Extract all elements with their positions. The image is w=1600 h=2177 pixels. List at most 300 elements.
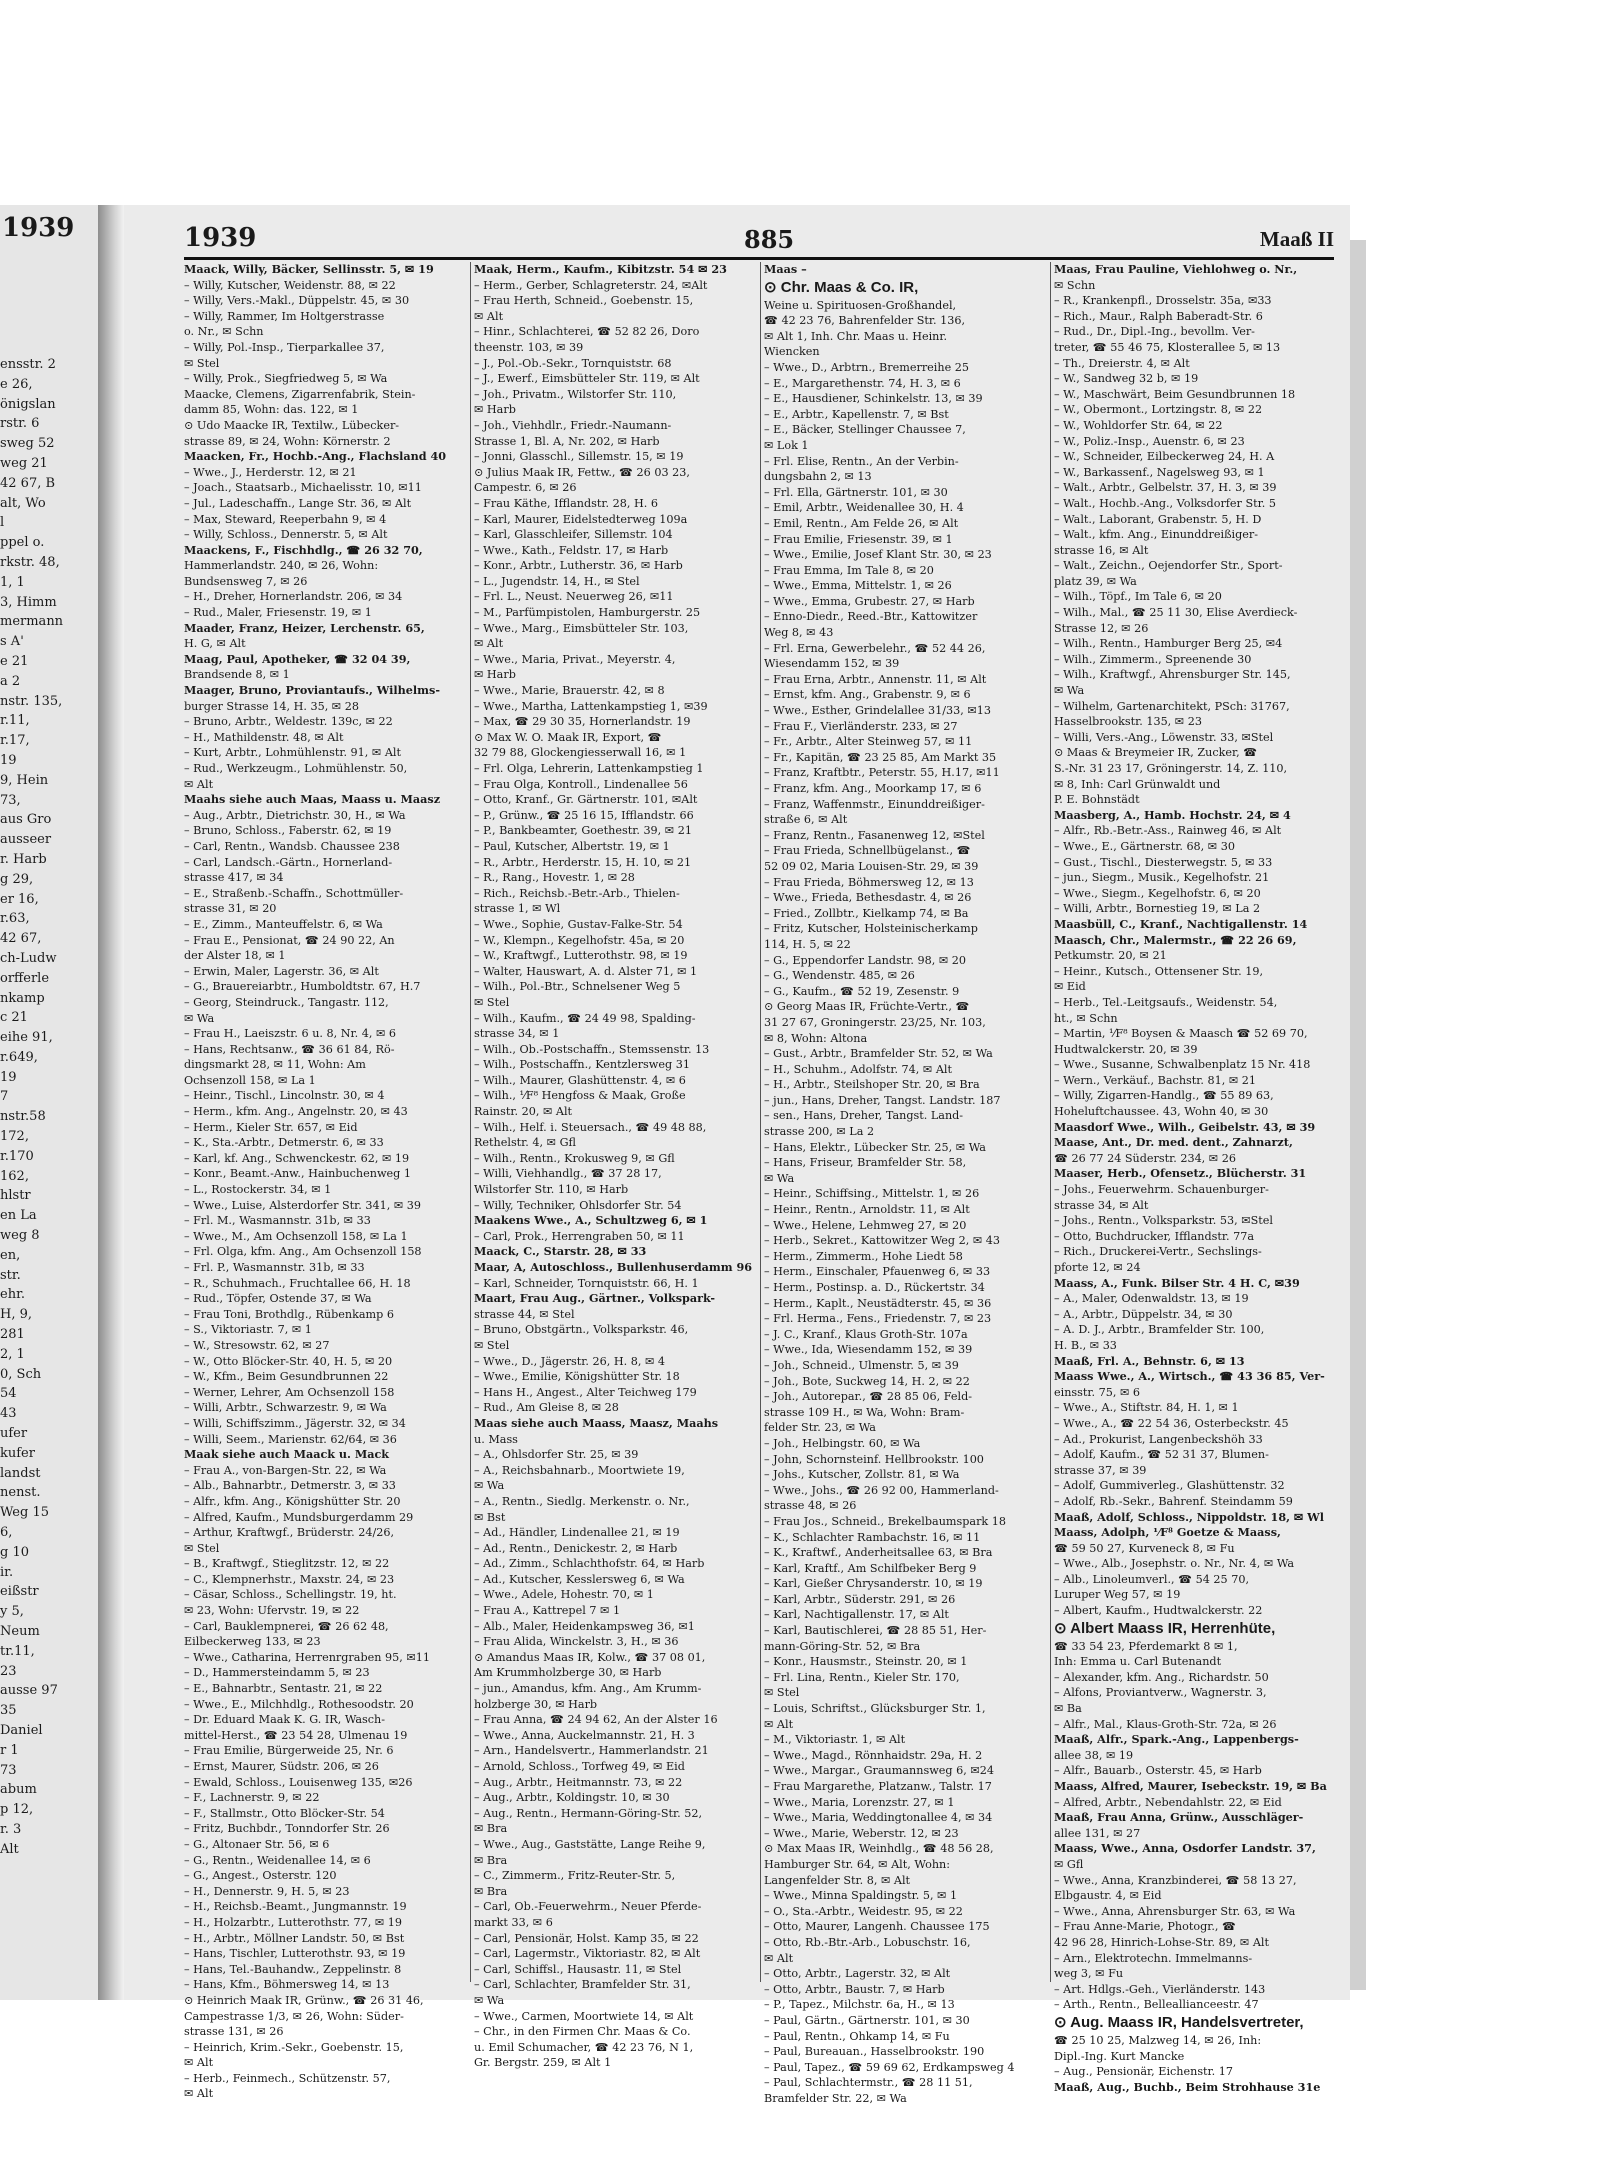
directory-entry: – Wwe., Marie, Weberstr. 12, ✉ 23	[764, 1826, 959, 1840]
previous-page-line: er 16,	[0, 891, 39, 907]
directory-entry: Maacken, Fr., Hochb.-Ang., Flachsland 40	[184, 449, 447, 464]
directory-entry: – Paul, Schlachtermstr., ☎ 28 11 51,	[764, 2076, 973, 2090]
directory-entry: ✉ Wa	[184, 1011, 215, 1025]
directory-entry: – H., Dreher, Hornerlandstr. 206, ✉ 34	[184, 590, 403, 604]
directory-entry: – K., Schlachter Rambachstr. 16, ✉ 11	[764, 1530, 981, 1544]
directory-entry: – Hans H., Angest., Alter Teichweg 179	[474, 1385, 697, 1399]
previous-page-line: 3, Himm	[0, 594, 57, 610]
previous-page-line: rkstr. 48,	[0, 554, 60, 570]
directory-entry: – Bruno, Arbtr., Weldestr. 139c, ✉ 22	[184, 715, 393, 729]
directory-entry: – A. D. J., Arbtr., Bramfelder Str. 100,	[1054, 1323, 1265, 1337]
directory-entry: – Karl, Nachtigallenstr. 17, ✉ Alt	[764, 1608, 949, 1622]
directory-entry: – Aug., Arbtr., Heitmannstr. 73, ✉ 22	[474, 1775, 683, 1789]
directory-entry: – Wilh., Rentn., Hamburger Berg 25, ✉4	[1054, 637, 1283, 651]
directory-entry: – Alfr., Mal., Klaus-Groth-Str. 72a, ✉ 26	[1054, 1717, 1277, 1731]
directory-entry: u. Emil Schumacher, ☎ 42 23 76, N 1,	[474, 2040, 694, 2054]
directory-entry: – Johs., Rentn., Volksparkstr. 53, ✉Stel	[1054, 1214, 1273, 1228]
directory-entry: – Carl, Prok., Herrengraben 50, ✉ 11	[474, 1229, 685, 1243]
previous-page-line: sweg 52	[0, 436, 55, 452]
directory-entry: Maack, C., Starstr. 28, ✉ 33	[474, 1244, 647, 1259]
previous-page-line: rstr. 6	[0, 416, 40, 432]
directory-entry: – Alexander, kfm. Ang., Richardstr. 50	[1054, 1670, 1269, 1684]
directory-entry: – J., Ewerf., Eimsbütteler Str. 119, ✉ Alt	[474, 372, 700, 386]
directory-entry: – Alfr., Bauarb., Osterstr. 45, ✉ Harb	[1054, 1764, 1262, 1778]
directory-entry: – Wwe., Minna Spaldingstr. 5, ✉ 1	[764, 1889, 958, 1903]
directory-entry: – Wwe., M., Am Ochsenzoll 158, ✉ La 1	[184, 1229, 408, 1243]
directory-entry: – Walter, Hauswart, A. d. Alster 71, ✉ 1	[474, 964, 698, 978]
directory-entry: Maaß, Aug., Buchb., Beim Strohhause 31e	[1054, 2079, 1321, 2094]
directory-entry: Rainstr. 20, ✉ Alt	[474, 1105, 573, 1119]
directory-entry: – Joh., Schneid., Ulmenstr. 5, ✉ 39	[764, 1358, 959, 1372]
previous-page-line: 19	[0, 1069, 17, 1085]
directory-entry: strasse 417, ✉ 34	[184, 871, 284, 885]
directory-entry: – Willi, Vers.-Ang., Löwenstr. 33, ✉Stel	[1054, 730, 1274, 744]
directory-entry: – W., Maschwärt, Beim Gesundbrunnen 18	[1054, 387, 1296, 401]
directory-entry: o. Nr., ✉ Schn	[184, 325, 264, 339]
directory-entry: – Bruno, Obstgärtn., Volksparkstr. 46,	[474, 1323, 689, 1337]
previous-page-line: abum	[0, 1782, 37, 1798]
directory-entry: – Rud., Werkzeugm., Lohmühlenstr. 50,	[184, 762, 408, 775]
directory-entry: – Willy, Vers.-Makl., Düppelstr. 45, ✉ 30	[184, 294, 410, 308]
directory-entry: – Wwe., Kath., Feldstr. 17, ✉ Harb	[474, 543, 669, 557]
directory-entry: pforte 12, ✉ 24	[1054, 1261, 1141, 1274]
directory-entry: – Willy, Schloss., Dennerstr. 5, ✉ Alt	[184, 528, 388, 542]
directory-entry: – Johs., Feuerwehrm. Schauenburger-	[1054, 1183, 1269, 1197]
directory-entry: – Arn., Handelsvertr., Hammerlandstr. 21	[474, 1744, 709, 1758]
directory-entry: – Georg, Steindruck., Tangastr. 112,	[184, 995, 389, 1009]
directory-entry: – Walt., Hochb.-Ang., Volksdorfer Str. 5	[1054, 496, 1276, 510]
directory-entry: – W., Poliz.-Insp., Auenstr. 6, ✉ 23	[1054, 434, 1245, 448]
directory-entry: ✉ Harb	[474, 403, 516, 417]
directory-entry: ✉ Lok 1	[764, 438, 809, 452]
directory-entry: Hoheluftchaussee. 43, Wohn 40, ✉ 30	[1054, 1105, 1269, 1119]
directory-entry: – Frau Frieda, Böhmersweg 12, ✉ 13	[764, 875, 974, 889]
directory-entry: strasse 48, ✉ 26	[764, 1499, 857, 1513]
directory-entry: – Willi, Arbtr., Schwarzestr. 9, ✉ Wa	[184, 1401, 387, 1415]
directory-entry: – A., Reichsbahnarb., Moortwiete 19,	[474, 1463, 685, 1477]
directory-entry: ✉ Bra	[474, 1822, 508, 1836]
directory-entry: – Arn., Elektrotechn. Immelmanns-	[1054, 1951, 1253, 1965]
directory-entry: platz 39, ✉ Wa	[1054, 574, 1137, 588]
directory-entry: – Frl. Lina, Rentn., Kieler Str. 170,	[764, 1670, 960, 1684]
directory-entry: – Wwe., Maria, Privat., Meyerstr. 4,	[474, 652, 676, 666]
previous-page-line: weg 21	[0, 455, 48, 471]
directory-entry: – Willy, Pol.-Insp., Tierparkallee 37,	[184, 340, 385, 354]
column-divider	[760, 262, 761, 1982]
directory-entry: Wiencken	[764, 345, 820, 359]
directory-entry: 32 79 88, Glockengiesserwall 16, ✉ 1	[474, 746, 687, 760]
directory-entry: – Otto, Kranf., Gr. Gärtnerstr. 101, ✉Alt	[474, 793, 698, 807]
previous-page-line: e 26,	[0, 376, 33, 392]
directory-entry: – Frl. Erna, Gewerbelehr., ☎ 52 44 26,	[764, 641, 986, 655]
directory-entry: – Emil, Arbtr., Weidenallee 30, H. 4	[764, 501, 964, 515]
directory-entry: – Carl, Landsch.-Gärtn., Hornerland-	[184, 855, 393, 869]
directory-entry: Maakens Wwe., A., Schultzweg 6, ✉ 1	[474, 1213, 708, 1228]
directory-entry: – Wwe., Emilie, Königshütter Str. 18	[474, 1370, 680, 1384]
directory-entry: Eilbeckerweg 133, ✉ 23	[184, 1635, 321, 1649]
directory-entry: strasse 44, ✉ Stel	[474, 1307, 575, 1321]
directory-entry: – Wwe., Johs., ☎ 26 92 00, Hammerland-	[764, 1483, 999, 1497]
directory-entry: – Wilh., Kraftwgf., Ahrensburger Str. 145,	[1054, 668, 1291, 682]
previous-page-line: aus Gro	[0, 812, 52, 828]
directory-entry: – A., Ohlsdorfer Str. 25, ✉ 39	[474, 1448, 639, 1462]
directory-entry: – Walt., kfm. Ang., Einunddreißiger-	[1054, 528, 1259, 542]
directory-entry: – Walt., Arbtr., Gelbelstr. 37, H. 3, ✉ 39	[1054, 481, 1277, 495]
directory-entry: – Herm., Gerber, Schlagreterstr. 24, ✉Alt	[474, 278, 708, 292]
directory-entry: – Alfr., Rb.-Betr.-Ass., Rainweg 46, ✉ Alt	[1054, 824, 1282, 838]
directory-entry: Maasch, Chr., Malermstr., ☎ 22 26 69,	[1054, 932, 1297, 947]
directory-entry: ✉ Stel	[474, 995, 510, 1009]
previous-page-line: landst	[0, 1465, 41, 1481]
previous-page-line: 42 67, B	[0, 475, 56, 491]
directory-entry: ⊙ Maas & Breymeier IR, Zucker, ☎	[1054, 746, 1258, 760]
directory-entry: Maaß, Frl. A., Behnstr. 6, ✉ 13	[1054, 1353, 1245, 1368]
directory-entry: Luruper Weg 57, ✉ 19	[1054, 1588, 1181, 1602]
directory-entry: – Wilh., Kaufm., ☎ 24 49 98, Spalding-	[474, 1011, 696, 1025]
directory-entry: – Frau Käthe, Ifflandstr. 28, H. 6	[474, 496, 658, 510]
directory-entry: – E., Margarethenstr. 74, H. 3, ✉ 6	[764, 376, 961, 390]
directory-entry: – S., Viktoriastr. 7, ✉ 1	[184, 1323, 312, 1337]
directory-entry: – P., Tapez., Milchstr. 6a, H., ✉ 13	[764, 1998, 955, 2012]
directory-entry: – Wwe., Susanne, Schwalbenplatz 15 Nr. 418	[1054, 1058, 1311, 1072]
directory-entry: – Rud., Am Gleise 8, ✉ 28	[474, 1401, 619, 1415]
directory-entry: – Frau Margarethe, Platzanw., Talstr. 17	[764, 1780, 992, 1793]
directory-entry: – Frau E., Pensionat, ☎ 24 90 22, An	[184, 933, 395, 947]
directory-entry: ✉ Stel	[764, 1686, 800, 1700]
directory-entry: – Wilh., Maurer, Glashüttenstr. 4, ✉ 6	[474, 1073, 686, 1087]
directory-entry: – Cäsar, Schloss., Schellingstr. 19, ht.	[184, 1588, 397, 1602]
previous-page-line: nkamp	[0, 990, 45, 1006]
directory-entry: – Martin, ⅟F⁸ Boysen & Maasch ☎ 52 69 70,	[1054, 1027, 1308, 1041]
directory-entry: ✉ Wa	[764, 1171, 795, 1185]
directory-entry: – Ernst, Maurer, Südstr. 206, ✉ 26	[184, 1760, 379, 1773]
directory-entry: – Wilh., Ob.-Postschaffn., Stemssenstr. 13	[474, 1042, 710, 1056]
directory-entry: – G., Wendenstr. 485, ✉ 26	[764, 969, 915, 983]
directory-entry: – O., Sta.-Arbtr., Weidestr. 95, ✉ 22	[764, 1904, 963, 1918]
directory-entry: – R., Rang., Hovestr. 1, ✉ 28	[474, 871, 635, 885]
directory-entry: Maase, Ant., Dr. med. dent., Zahnarzt,	[1054, 1135, 1293, 1150]
directory-entry: ⊙ Max W. O. Maak IR, Export, ☎	[474, 730, 662, 744]
directory-entry: Hudtwalckerstr. 20, ✉ 39	[1054, 1042, 1198, 1056]
previous-page-line: H, 9,	[0, 1307, 33, 1323]
directory-entry: ✉ Schn	[1054, 278, 1096, 292]
directory-entry: – Frau Frieda, Schnellbügelanst., ☎	[764, 844, 971, 858]
directory-entry: – Willy, Rammer, Im Holtgerstrasse	[184, 309, 385, 323]
directory-entry: ☎ 26 77 24 Süderstr. 234, ✉ 26	[1054, 1151, 1236, 1165]
directory-entry: Maackens, F., Fischhdlg., ☎ 26 32 70,	[184, 542, 423, 557]
directory-entry: – Willi, Arbtr., Bornestieg 19, ✉ La 2	[1054, 902, 1261, 916]
previous-page-line: ir.	[0, 1564, 14, 1580]
directory-entry: – H., Holzarbtr., Lutterothstr. 77, ✉ 19	[184, 1915, 403, 1929]
directory-entry: Strasse 12, ✉ 26	[1054, 621, 1149, 635]
directory-entry: ✉ Wa	[474, 1993, 505, 2007]
directory-entry: – Joach., Staatsarb., Michaelisstr. 10, ✉11	[184, 481, 422, 495]
directory-entry: – Johs., Kutscher, Zollstr. 81, ✉ Wa	[764, 1468, 960, 1482]
directory-entry: – Karl, kf. Ang., Schwenckestr. 62, ✉ 19	[184, 1151, 410, 1165]
directory-entry: – A., Arbtr., Düppelstr. 34, ✉ 30	[1054, 1307, 1233, 1321]
directory-entry: – John, Schornsteinf. Hellbrookstr. 100	[764, 1452, 984, 1466]
directory-entry: Rethelstr. 4, ✉ Gfl	[474, 1136, 576, 1150]
directory-entry: – Wwe., Anna, Kranzbinderei, ☎ 58 13 27,	[1054, 1873, 1297, 1887]
directory-entry: – G., Brauereiarbtr., Humboldtstr. 67, H.7	[184, 980, 421, 994]
directory-entry: – D., Hammersteindamm 5, ✉ 23	[184, 1666, 370, 1680]
directory-entry: – Fritz, Buchbdr., Tonndorfer Str. 26	[184, 1822, 390, 1836]
directory-entry: – Willy, Prok., Siegfriedweg 5, ✉ Wa	[184, 372, 388, 386]
directory-entry: Maasdorf Wwe., Wilh., Geibelstr. 43, ✉ 39	[1054, 1119, 1316, 1134]
previous-page-line: str.	[0, 1267, 21, 1283]
directory-entry: Gr. Bergstr. 259, ✉ Alt 1	[474, 2056, 612, 2070]
previous-page-line: ppel o.	[0, 535, 45, 551]
directory-entry: Maahs siehe auch Maas, Maass u. Maasz	[184, 792, 441, 807]
directory-entry: – G., Rentn., Weidenallee 14, ✉ 6	[184, 1853, 371, 1867]
directory-entry: Langenfelder Str. 8, ✉ Alt	[764, 1873, 911, 1887]
directory-entry: – Alb., Maler, Heidenkampsweg 36, ✉1	[474, 1619, 695, 1633]
previous-page-year: 1939	[2, 213, 75, 243]
directory-entry: – Carl, Schlachter, Bramfelder Str. 31,	[474, 1978, 691, 1992]
column-divider	[470, 262, 471, 1982]
directory-entry: – Herm., kfm. Ang., Angelnstr. 20, ✉ 43	[184, 1105, 408, 1119]
directory-entry: H. B., ✉ 33	[1054, 1338, 1117, 1352]
directory-entry: – Kurt, Arbtr., Lohmühlenstr. 91, ✉ Alt	[184, 746, 401, 760]
previous-page-line: 19	[0, 752, 17, 768]
directory-entry: – Herm., Kaplt., Neustädterstr. 45, ✉ 36	[764, 1296, 992, 1310]
directory-entry: – Frau A., Kattrepel 7 ✉ 1	[474, 1604, 621, 1618]
directory-entry: ✉ Bra	[474, 1884, 508, 1898]
directory-entry: – Karl, Kraftf., Am Schilfbeker Berg 9	[764, 1561, 977, 1575]
directory-entry: ⊙ Aug. Maass IR, Handelsvertreter,	[1054, 2013, 1304, 2031]
directory-entry: – Aug., Pensionär, Eichenstr. 17	[1054, 2065, 1234, 2079]
directory-entry: Maas, Frau Pauline, Viehlohweg o. Nr.,	[1054, 262, 1298, 276]
previous-page-line: r.63,	[0, 911, 30, 927]
directory-entry: – Wilh., Mal., ☎ 25 11 30, Elise Averdieck-	[1054, 606, 1298, 620]
directory-entry: – Wwe., Carmen, Moortwiete 14, ✉ Alt	[474, 2009, 694, 2023]
directory-entry: – Carl, Rentn., Wandsb. Chaussee 238	[184, 839, 400, 853]
directory-entry: – Frau Erna, Arbtr., Annenstr. 11, ✉ Alt	[764, 672, 987, 686]
directory-entry: – Dr. Eduard Maak K. G. IR, Wasch-	[184, 1713, 386, 1727]
directory-entry: – Heinr., Schiffsing., Mittelstr. 1, ✉ 26	[764, 1187, 980, 1201]
previous-page-line: nenst.	[0, 1485, 41, 1501]
directory-entry: – A., Maler, Odenwaldstr. 13, ✉ 19	[1054, 1292, 1249, 1306]
directory-entry: ✉ Ba	[1054, 1702, 1082, 1716]
directory-entry: treter, ☎ 55 46 75, Klosterallee 5, ✉ 13	[1054, 340, 1281, 354]
directory-entry: Ochsenzoll 158, ✉ La 1	[184, 1073, 316, 1087]
directory-entry: – H., Reichsb.-Beamt., Jungmannstr. 19	[184, 1900, 407, 1914]
directory-entry: – F., Lachnerstr. 9, ✉ 22	[184, 1791, 320, 1805]
directory-entry: ☎ 25 10 25, Malzweg 14, ✉ 26, Inh:	[1054, 2033, 1262, 2047]
directory-entry: ⊙ Max Maas IR, Weinhdlg., ☎ 48 56 28,	[764, 1842, 994, 1856]
directory-entry: – Wwe., A., ☎ 22 54 36, Osterbeckstr. 45	[1054, 1416, 1289, 1430]
previous-page-line: 162,	[0, 1168, 29, 1184]
directory-entry: – Wwe., Emilie, Josef Klant Str. 30, ✉ 23	[764, 548, 992, 562]
directory-entry: – Alb., Linoleumverl., ☎ 54 25 70,	[1054, 1572, 1250, 1586]
directory-entry: – Wwe., Helene, Lehmweg 27, ✉ 20	[764, 1218, 967, 1232]
previous-page-line: y 5,	[0, 1604, 24, 1620]
directory-entry: S.-Nr. 31 23 17, Gröningerstr. 14, Z. 110,	[1054, 762, 1288, 775]
directory-entry: – M., Parfümpistolen, Hamburgerstr. 25	[474, 606, 701, 620]
directory-entry: ⊙ Georg Maas IR, Früchte-Vertr., ☎	[764, 1000, 970, 1014]
directory-entry: Maak siehe auch Maack u. Mack	[184, 1447, 390, 1462]
directory-entry: – Franz, Rentn., Fasanenweg 12, ✉Stel	[764, 828, 985, 842]
directory-entry: allee 131, ✉ 27	[1054, 1826, 1141, 1840]
previous-page-line: r 1	[0, 1742, 19, 1758]
previous-page-line: en La	[0, 1208, 37, 1224]
directory-entry: – Willy, Techniker, Ohlsdorfer Str. 54	[474, 1198, 682, 1212]
directory-entry: – Paul, Gärtn., Gärtnerstr. 101, ✉ 30	[764, 2013, 970, 2027]
previous-page-line: ehr.	[0, 1287, 25, 1303]
previous-page-line: tr.11,	[0, 1643, 35, 1659]
previous-page-line: l	[0, 515, 5, 531]
directory-entry: ✉ Stel	[474, 1338, 510, 1352]
directory-entry: – Bruno, Schloss., Faberstr. 62, ✉ 19	[184, 824, 392, 838]
directory-entry: – Chr., in den Firmen Chr. Maas & Co.	[474, 2025, 691, 2039]
previous-page-line: p 12,	[0, 1802, 34, 1818]
directory-entry: – sen., Hans, Dreher, Tangst. Land-	[764, 1109, 964, 1123]
directory-entry: – Walt., Laborant, Grabenstr. 5, H. D	[1054, 512, 1262, 526]
directory-entry: – Wwe., Adele, Hohestr. 70, ✉ 1	[474, 1588, 654, 1602]
previous-page-line: weg 8	[0, 1228, 40, 1244]
directory-entry: – W., Kfm., Beim Gesundbrunnen 22	[184, 1370, 389, 1384]
directory-entry: – Hans, Tischler, Lutterothstr. 93, ✉ 19	[184, 1947, 406, 1961]
directory-entry: Maak, Herm., Kaufm., Kibitzstr. 54 ✉ 23	[474, 262, 727, 276]
directory-entry: – Frau A., von-Bargen-Str. 22, ✉ Wa	[184, 1463, 387, 1477]
directory-entry: – H., Schuhm., Adolfstr. 74, ✉ Alt	[764, 1062, 952, 1076]
directory-entry: Maasbüll, C., Kranf., Nachtigallenstr. 14	[1054, 916, 1308, 931]
directory-entry: ht., ✉ Schn	[1054, 1011, 1118, 1025]
directory-entry: – Wilh., Töpf., Im Tale 6, ✉ 20	[1054, 590, 1222, 604]
directory-entry: ⊙ Udo Maacke IR, Textilw., Lübecker-	[184, 418, 400, 432]
directory-entry: – Gust., Arbtr., Bramfelder Str. 52, ✉ Wa	[764, 1047, 993, 1061]
directory-entry: Maass, Wwe., Anna, Osdorfer Landstr. 37,	[1054, 1841, 1316, 1856]
directory-entry: – Frl. Olga, kfm. Ang., Am Ochsenzoll 158	[184, 1245, 422, 1259]
previous-page-line: 9, Hein	[0, 772, 49, 788]
directory-entry: – Adolf, Kaufm., ☎ 52 31 37, Blumen-	[1054, 1448, 1269, 1462]
directory-entry: – Emil, Rentn., Am Felde 26, ✉ Alt	[764, 516, 959, 530]
directory-entry: – Karl, Glasschleifer, Sillemstr. 104	[474, 528, 673, 542]
directory-entry: – Franz, Waffenmstr., Einunddreißiger-	[764, 797, 985, 811]
directory-entry: – Wwe., Martha, Lattenkampstieg 1, ✉39	[474, 699, 708, 713]
directory-entry: – Erwin, Maler, Lagerstr. 36, ✉ Alt	[184, 964, 379, 978]
directory-entry: – Wilh., Rentn., Krokusweg 9, ✉ Gfl	[474, 1151, 675, 1165]
directory-entry: – L., Jugendstr. 14, H., ✉ Stel	[474, 574, 640, 588]
directory-entry: Maass, Adolph, ⅟F⁸ Goetze & Maass,	[1054, 1525, 1281, 1540]
directory-entry: – Wwe., Luise, Alsterdorfer Str. 341, ✉ 39	[184, 1198, 421, 1212]
directory-entry: – F., Stallmstr., Otto Blöcker-Str. 54	[184, 1806, 385, 1820]
previous-page-line: orfferle	[0, 970, 50, 986]
book-gutter	[98, 205, 124, 2000]
directory-entry: Am Krummholzberge 30, ✉ Harb	[474, 1666, 662, 1680]
previous-page-line: ch-Ludw	[0, 950, 57, 966]
directory-entry: strasse 131, ✉ 26	[184, 2025, 284, 2039]
directory-entry: – M., Viktoriastr. 1, ✉ Alt	[764, 1733, 906, 1747]
directory-entry: – Wilh., Postschaffn., Kentzlersweg 31	[474, 1058, 690, 1072]
directory-entry: – Frau Toni, Brothdlg., Rübenkamp 6	[184, 1307, 394, 1321]
directory-entry: strasse 37, ✉ 39	[1054, 1463, 1147, 1477]
directory-entry: – Frau Olga, Kontroll., Lindenallee 56	[474, 777, 688, 791]
directory-entry: – Frl. L., Neust. Neuerweg 26, ✉11	[474, 590, 674, 604]
directory-entry: Campestr. 6, ✉ 26	[474, 481, 577, 495]
directory-entry: – Frau Alida, Winckelstr. 3, H., ✉ 36	[474, 1635, 679, 1649]
directory-entry: – Fr., Arbtr., Alter Steinweg 57, ✉ 11	[764, 735, 973, 749]
directory-entry: – Willi, Seem., Marienstr. 62/64, ✉ 36	[184, 1432, 397, 1446]
directory-entry: – Heinr., Kutsch., Ottensener Str. 19,	[1054, 964, 1264, 978]
page-number: 885	[744, 225, 795, 254]
directory-entry: – Herm., Kieler Str. 657, ✉ Eid	[184, 1120, 358, 1134]
directory-entry: ✉ Bst	[474, 1510, 506, 1524]
directory-entry: Bramfelder Str. 22, ✉ Wa	[764, 2091, 907, 2105]
directory-entry: Dipl.-Ing. Kurt Mancke	[1054, 2049, 1185, 2063]
directory-entry: – Alfred, Arbtr., Nebendahlstr. 22, ✉ Eid	[1054, 1795, 1282, 1809]
directory-entry: ✉ Alt	[764, 1951, 794, 1965]
directory-entry: – Wilh., Pol.-Btr., Schnelsener Weg 5	[474, 980, 681, 994]
directory-entry: – Wwe., Emma, Grubestr. 27, ✉ Harb	[764, 594, 975, 608]
previous-page-line: r. 3	[0, 1821, 22, 1837]
directory-entry: – Wwe., Margar., Graumannsweg 6, ✉24	[764, 1764, 994, 1778]
directory-entry: – Willi, Schiffszimm., Jägerstr. 32, ✉ 34	[184, 1416, 406, 1430]
page-keyword: Maaß II	[1259, 227, 1334, 251]
previous-page-line: 2, 1	[0, 1346, 25, 1362]
previous-page-line: r.649,	[0, 1049, 38, 1065]
directory-entry: Maaß, Adolf, Schloss., Nippoldstr. 18, ✉ Wl	[1054, 1509, 1324, 1524]
directory-entry: – R., Schuhmach., Fruchtallee 66, H. 18	[184, 1276, 411, 1290]
directory-entry: – H., Mathildenstr. 48, ✉ Alt	[184, 730, 344, 744]
directory-entry: – Adolf, Rb.-Sekr., Bahrenf. Steindamm 59	[1054, 1494, 1293, 1508]
directory-entry: – Wwe., Sophie, Gustav-Falke-Str. 54	[474, 917, 683, 931]
directory-entry: 114, H. 5, ✉ 22	[764, 937, 851, 951]
directory-entry: – Aug., Rentn., Hermann-Göring-Str. 52,	[474, 1806, 703, 1820]
directory-entry: – Wwe., Emma, Mittelstr. 1, ✉ 26	[764, 579, 952, 593]
directory-entry: – Konr., Arbtr., Lutherstr. 36, ✉ Harb	[474, 559, 683, 573]
directory-entry: – Carl, Ob.-Feuerwehrm., Neuer Pferde-	[474, 1900, 702, 1914]
directory-entry: – R., Krankenpfl., Drosselstr. 35a, ✉33	[1054, 294, 1272, 308]
previous-page-line: ausseer	[0, 832, 52, 848]
directory-entry: Maaß, Frau Anna, Grünw., Ausschläger-	[1054, 1810, 1304, 1825]
directory-entry: – Fr., Kapitän, ☎ 23 25 85, Am Markt 35	[764, 750, 997, 764]
directory-entry: – W., Stresowstr. 62, ✉ 27	[184, 1338, 330, 1352]
directory-entry: – Jonni, Glasschl., Sillemstr. 15, ✉ 19	[474, 450, 684, 464]
directory-entry: – W., Kraftwgf., Lutterothstr. 98, ✉ 19	[474, 949, 688, 963]
directory-entry: – Otto, Buchdrucker, Ifflandstr. 77a	[1054, 1229, 1255, 1243]
directory-entry: – Werner, Lehrer, Am Ochsenzoll 158	[184, 1385, 395, 1399]
previous-page-edge	[0, 205, 100, 2000]
directory-entry: – Ad., Rentn., Denickestr. 2, ✉ Harb	[474, 1541, 678, 1555]
directory-entry: – H., Arbtr., Möllner Landstr. 50, ✉ Bst	[184, 1931, 405, 1945]
directory-entry: allee 38, ✉ 19	[1054, 1748, 1134, 1762]
directory-entry: ☎ 33 54 23, Pferdemarkt 8 ✉ 1,	[1054, 1639, 1238, 1653]
directory-entry: ☎ 42 23 76, Bahrenfelder Str. 136,	[764, 314, 966, 328]
directory-entry: – P., Bankbeamter, Goethestr. 39, ✉ 21	[474, 824, 692, 838]
previous-page-line: en,	[0, 1247, 21, 1263]
previous-page-line: kufer	[0, 1445, 35, 1461]
directory-entry: – Karl, Gießer Chrysanderstr. 10, ✉ 19	[764, 1577, 983, 1591]
previous-page-line: r. Harb	[0, 851, 47, 867]
directory-entry: – Frau Anne-Marie, Photogr., ☎	[1054, 1920, 1236, 1934]
directory-entry: H. G, ✉ Alt	[184, 637, 246, 651]
directory-entry: – Max, ☎ 29 30 35, Hornerlandstr. 19	[474, 715, 691, 729]
directory-entry: – Karl, Schneider, Tornquiststr. 66, H. 1	[474, 1276, 699, 1290]
directory-entry: – E., Hausdiener, Schinkelstr. 13, ✉ 39	[764, 392, 983, 406]
directory-entry: – Frau Emilie, Bürgerweide 25, Nr. 6	[184, 1744, 394, 1758]
directory-entry: – Albert, Kaufm., Hudtwalckerstr. 22	[1054, 1604, 1263, 1618]
directory-entry: – Wilhelm, Gartenarchitekt, PSch: 31767,	[1054, 699, 1290, 713]
directory-entry: – W., Otto Blöcker-Str. 40, H. 5, ✉ 20	[184, 1354, 393, 1368]
directory-entry: – Th., Dreierstr. 4, ✉ Alt	[1054, 356, 1190, 370]
directory-entry: Inh: Emma u. Carl Butenandt	[1054, 1655, 1222, 1669]
directory-entry: – Louis, Schriftst., Glücksburger Str. 1,	[764, 1702, 986, 1716]
directory-entry: – Wwe., E., Gärtnerstr. 68, ✉ 30	[1054, 839, 1235, 853]
directory-entry: ✉ Alt	[184, 777, 214, 791]
directory-entry: ✉ Alt	[474, 309, 504, 323]
directory-entry: – L., Rostockerstr. 34, ✉ 1	[184, 1183, 332, 1197]
